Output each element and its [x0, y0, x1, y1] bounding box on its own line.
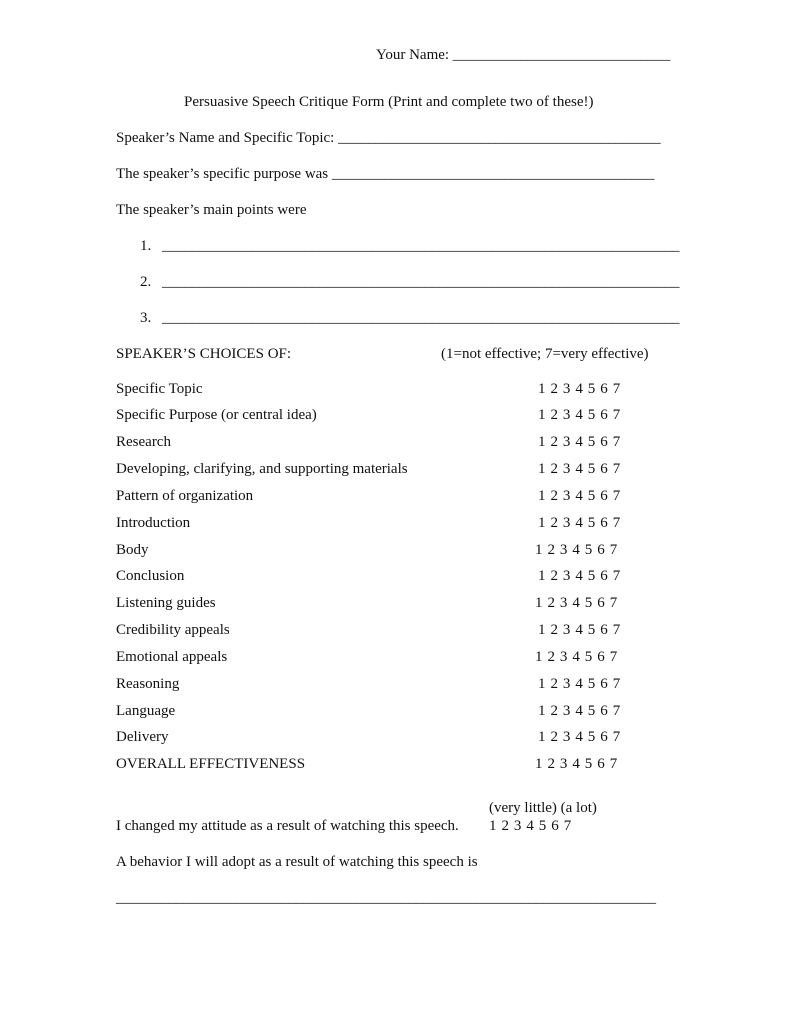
rating-label: Reasoning: [116, 676, 180, 692]
speaker-name-topic-field[interactable]: Speaker’s Name and Specific Topic: ___________________________________________: [116, 130, 661, 146]
main-point-blank[interactable]: _____________________________________________________________________: [162, 310, 680, 326]
rating-scale[interactable]: 1 2 3 4 5 6 7: [538, 488, 621, 504]
main-point-blank[interactable]: _____________________________________________________________________: [162, 274, 680, 290]
rating-scale[interactable]: 1 2 3 4 5 6 7: [538, 703, 621, 719]
behavior-blank[interactable]: ________________________________________________________________________: [116, 890, 656, 906]
attitude-scale[interactable]: 1 2 3 4 5 6 7: [489, 818, 572, 834]
rating-scale[interactable]: 1 2 3 4 5 6 7: [535, 756, 618, 772]
rating-label: Credibility appeals: [116, 622, 230, 638]
ratings-section-heading: SPEAKER’S CHOICES OF:: [116, 346, 292, 362]
rating-label: Delivery: [116, 729, 169, 745]
main-points-label: The speaker’s main points were: [116, 202, 307, 218]
specific-purpose-field[interactable]: The speaker’s specific purpose was ___________________________________________: [116, 166, 655, 182]
main-point-blank[interactable]: _____________________________________________________________________: [162, 238, 680, 254]
behavior-statement: A behavior I will adopt as a result of watching this speech is: [116, 854, 478, 870]
rating-label: Body: [116, 542, 149, 558]
main-point-number: 2.: [140, 274, 152, 290]
rating-label: Conclusion: [116, 568, 185, 584]
rating-label: Language: [116, 703, 176, 719]
your-name-field[interactable]: Your Name: _____________________________: [376, 47, 671, 63]
rating-scale[interactable]: 1 2 3 4 5 6 7: [535, 649, 618, 665]
main-point-number: 1.: [140, 238, 152, 254]
rating-scale[interactable]: 1 2 3 4 5 6 7: [538, 568, 621, 584]
rating-scale[interactable]: 1 2 3 4 5 6 7: [538, 461, 621, 477]
rating-label: Pattern of organization: [116, 488, 254, 504]
rating-scale[interactable]: 1 2 3 4 5 6 7: [535, 542, 618, 558]
rating-label: Developing, clarifying, and supporting materials: [116, 461, 408, 477]
rating-scale[interactable]: 1 2 3 4 5 6 7: [538, 515, 621, 531]
rating-scale[interactable]: 1 2 3 4 5 6 7: [538, 381, 621, 397]
rating-scale[interactable]: 1 2 3 4 5 6 7: [535, 595, 618, 611]
rating-scale[interactable]: 1 2 3 4 5 6 7: [538, 729, 621, 745]
attitude-statement: I changed my attitude as a result of watching this speech.: [116, 818, 459, 834]
page-title: Persuasive Speech Critique Form (Print and complete two of these!): [184, 94, 594, 110]
rating-label: Listening guides: [116, 595, 216, 611]
main-point-number: 3.: [140, 310, 152, 326]
rating-label: Introduction: [116, 515, 191, 531]
attitude-scale-caption: (very little) (a lot): [489, 800, 597, 816]
rating-label: OVERALL EFFECTIVENESS: [116, 756, 306, 772]
rating-label: Emotional appeals: [116, 649, 228, 665]
rating-scale[interactable]: 1 2 3 4 5 6 7: [538, 622, 621, 638]
rating-scale[interactable]: 1 2 3 4 5 6 7: [538, 407, 621, 423]
rating-scale[interactable]: 1 2 3 4 5 6 7: [538, 676, 621, 692]
ratings-scale-legend: (1=not effective; 7=very effective): [441, 346, 649, 362]
rating-scale[interactable]: 1 2 3 4 5 6 7: [538, 434, 621, 450]
rating-label: Specific Purpose (or central idea): [116, 407, 317, 423]
rating-label: Specific Topic: [116, 381, 203, 397]
rating-label: Research: [116, 434, 171, 450]
